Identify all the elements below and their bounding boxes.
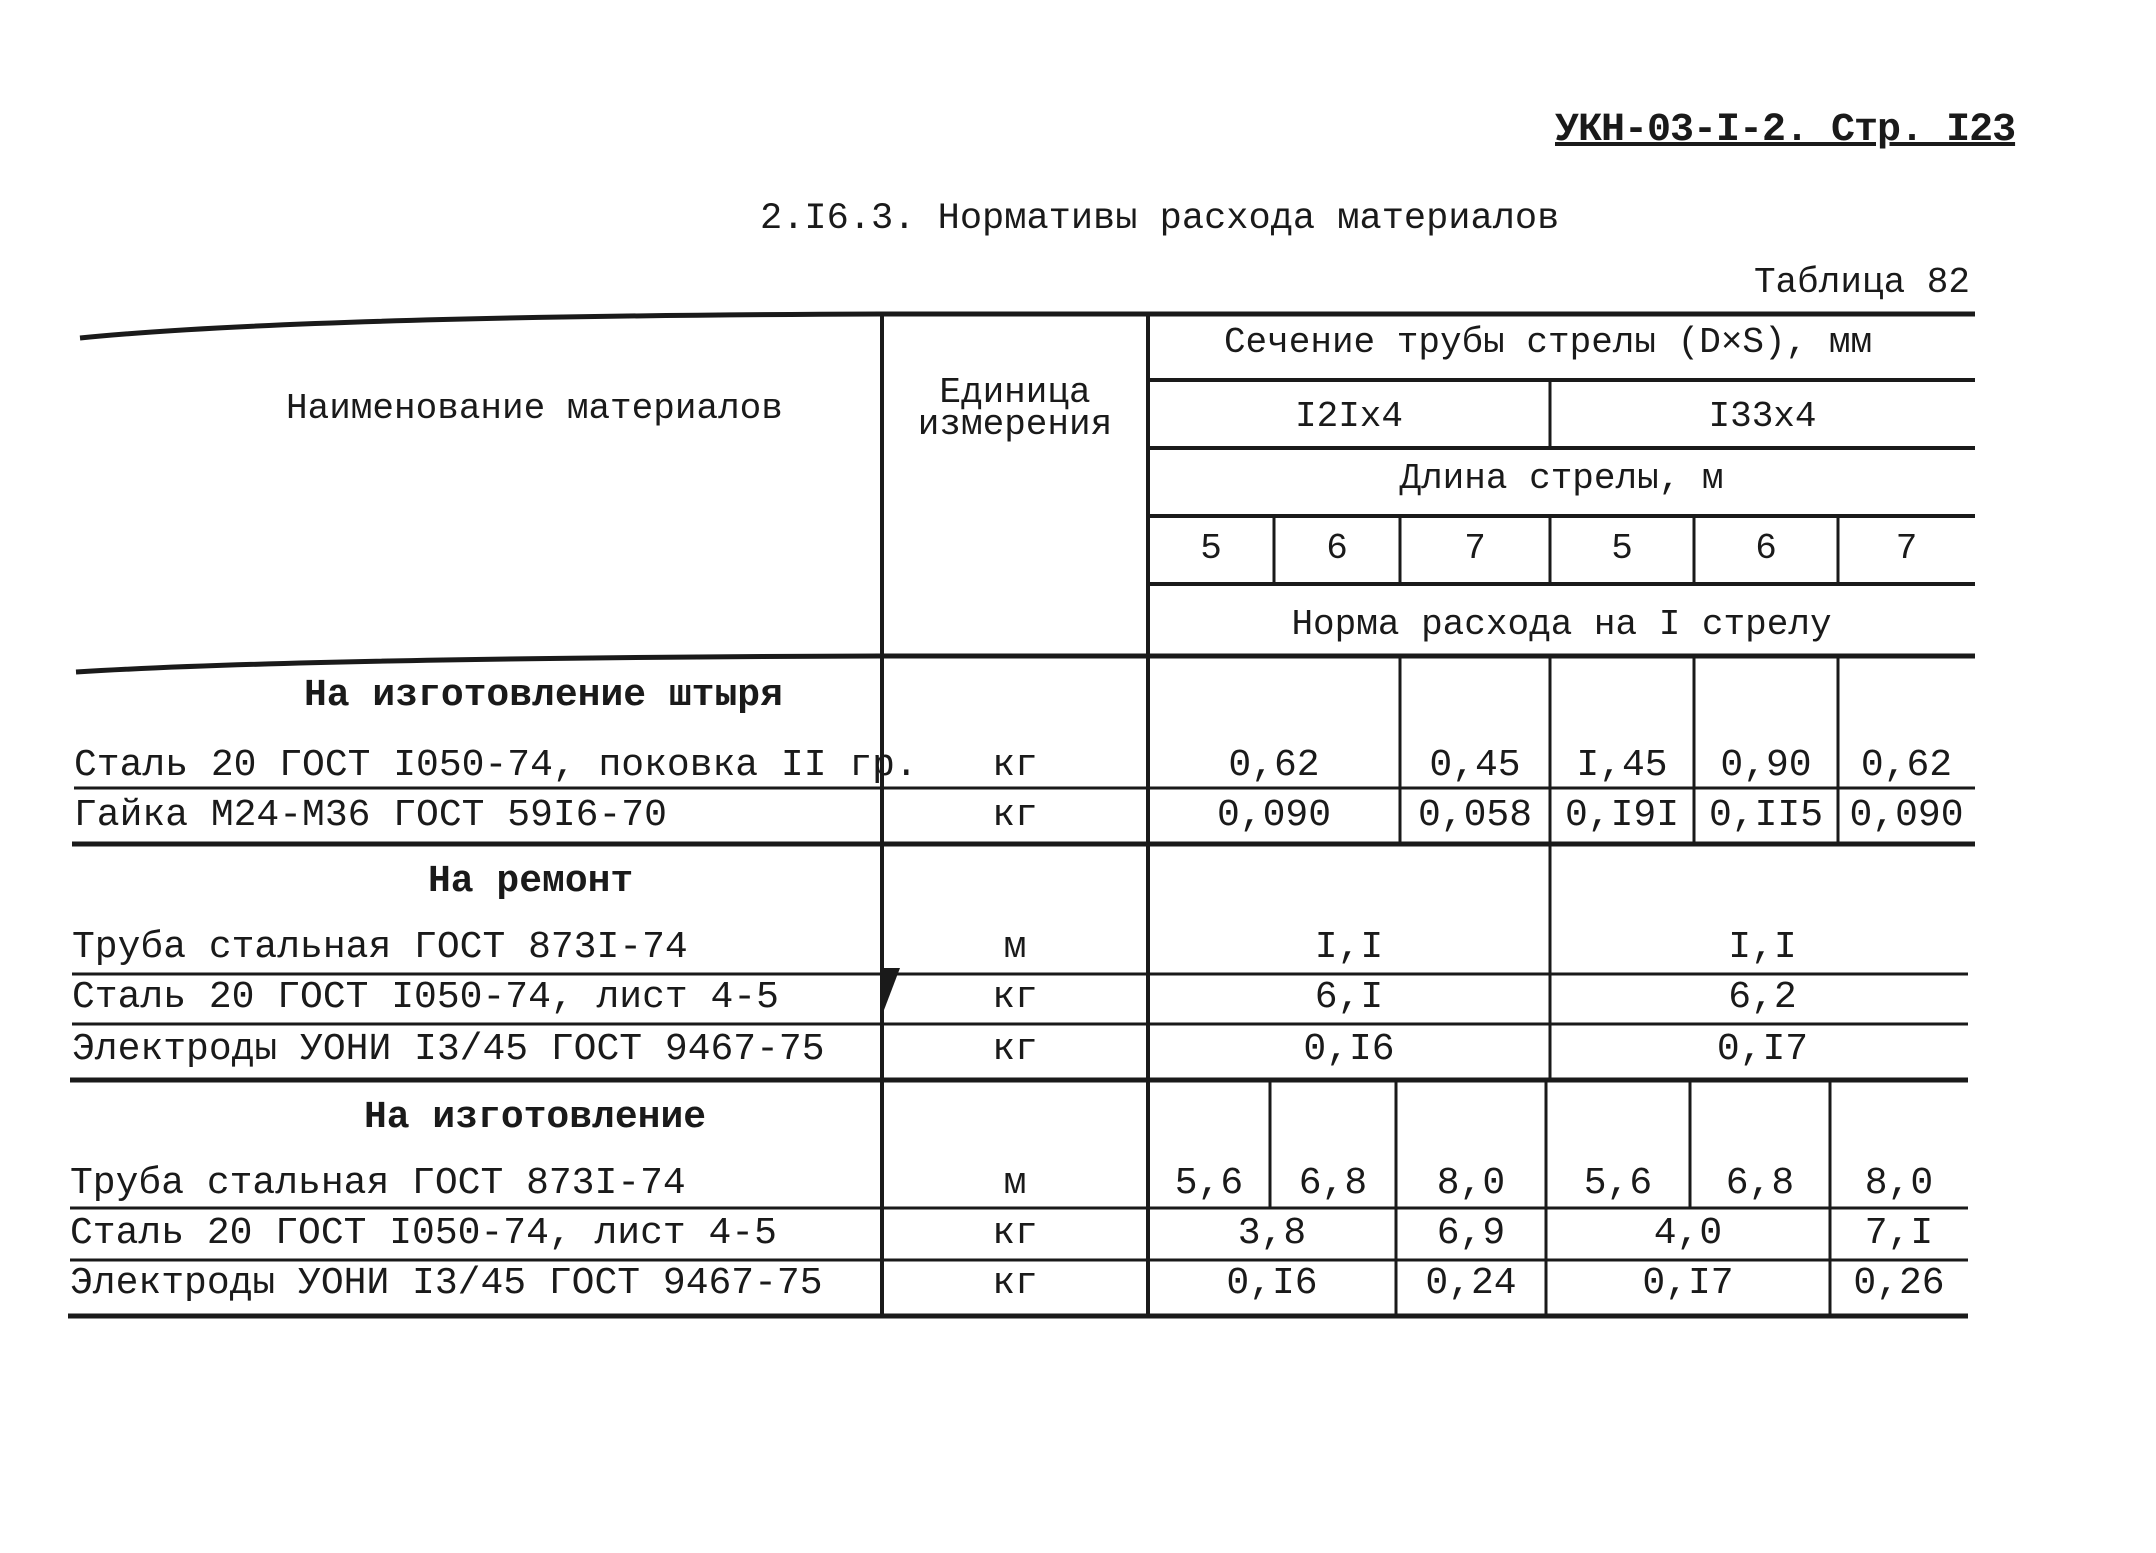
row-value: 0,I6 [1303,1028,1395,1071]
row-value: 4,0 [1653,1212,1723,1255]
row-value: I,45 [1576,744,1668,787]
header-section-1: I2Ix4 [1294,396,1404,437]
row-name: Сталь 20 ГОСТ I050-74, лист 4-5 [70,1212,777,1255]
row-value: 0,090 [1216,794,1332,837]
header-length: Длина стрелы, м [1399,458,1724,499]
row-value: 8,0 [1436,1162,1506,1205]
row-name: Сталь 20 ГОСТ I050-74, лист 4-5 [72,976,779,1019]
table-label: Таблица 82 [1753,262,1970,303]
row-unit: м [1003,1162,1027,1205]
row-value: I,I [1314,926,1384,969]
row-value: 0,62 [1228,744,1320,787]
row-value: 8,0 [1864,1162,1934,1205]
row-name: Электроды УОНИ I3/45 ГОСТ 9467-75 [72,1028,825,1071]
header-length-2: 6 [1326,528,1348,569]
row-value: 5,6 [1174,1162,1244,1205]
row-value: 0,II5 [1708,794,1824,837]
page-reference: УКН-03-I-2. Стр. I23 [1555,108,2016,153]
header-length-3: 7 [1464,528,1486,569]
row-unit: кг [992,794,1038,837]
header-length-1: 5 [1200,528,1222,569]
row-value: 0,I7 [1716,1028,1809,1071]
header-unit-line2: измерения [917,404,1113,445]
section-title: 2.I6.3. Нормативы расхода материалов [760,198,1560,240]
row-value: I,I [1728,926,1797,969]
header-length-5: 6 [1755,528,1777,569]
group-title: На ремонт [428,860,634,903]
row-value: 6,8 [1725,1162,1795,1205]
row-value: 6,I [1314,976,1384,1019]
row-unit: кг [992,1262,1038,1305]
header-section-2: I33x4 [1708,396,1817,437]
row-value: 5,6 [1583,1162,1653,1205]
row-unit: кг [992,976,1038,1019]
row-value: 0,24 [1425,1262,1517,1305]
row-value: 0,090 [1849,794,1964,837]
row-value: 3,8 [1237,1212,1307,1255]
row-name: Труба стальная ГОСТ 873I-74 [72,926,688,969]
header-unit-line1: Единица [939,372,1091,413]
row-value: 0,45 [1429,744,1521,787]
row-value: 6,8 [1298,1162,1368,1205]
header-material-name: Наименование материалов [286,388,783,429]
header-length-4: 5 [1611,528,1633,569]
row-name: Гайка М24-М36 ГОСТ 59I6-70 [74,794,667,837]
header-length-6: 7 [1895,528,1918,569]
row-value: 0,62 [1860,744,1953,787]
group-title: На изготовление штыря [304,674,783,717]
group-title: На изготовление [364,1096,707,1139]
header-norm: Норма расхода на I стрелу [1291,604,1832,645]
row-name: Сталь 20 ГОСТ I050-74, поковка II гр. [74,744,918,787]
row-value: 0,I6 [1226,1262,1318,1305]
row-value: 0,I7 [1642,1262,1734,1305]
row-value: 6,9 [1436,1212,1506,1255]
row-value: 0,I9I [1564,794,1680,837]
header-section: Сечение трубы стрелы (D×S), мм [1223,322,1873,363]
row-value: 0,058 [1417,794,1533,837]
row-value: 0,26 [1853,1262,1945,1305]
row-name: Электроды УОНИ I3/45 ГОСТ 9467-75 [70,1262,823,1305]
row-value: 0,90 [1720,744,1812,787]
row-unit: кг [992,1028,1038,1071]
row-value: 6,2 [1728,976,1797,1019]
row-value: 7,I [1864,1212,1934,1255]
row-unit: кг [992,1212,1038,1255]
row-unit: м [1003,926,1027,969]
row-name: Труба стальная ГОСТ 873I-74 [70,1162,686,1205]
row-unit: кг [992,744,1038,787]
